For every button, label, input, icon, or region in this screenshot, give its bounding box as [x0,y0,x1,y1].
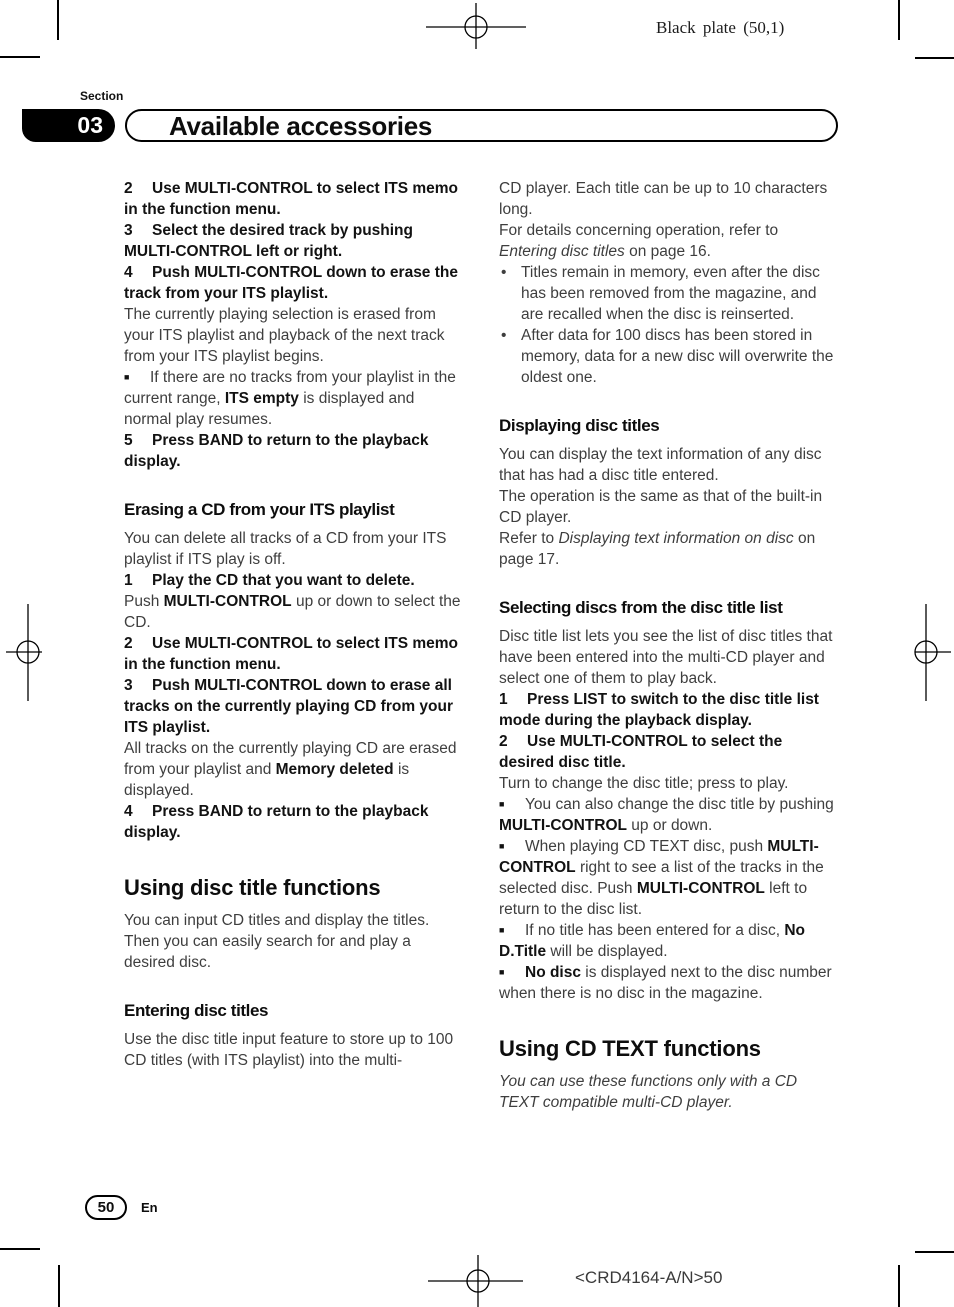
step-number: 4 [124,264,133,281]
step-number: 5 [124,432,133,449]
crop-mark [58,1265,60,1307]
step-number: 2 [499,733,508,750]
body-paragraph: You can display the text information of any disc that has had a disc title entered. [499,446,822,484]
section-heading: Using CD TEXT functions [499,1036,761,1061]
section-number-badge: 03 [22,109,115,142]
crop-mark [898,0,900,40]
step-number: 1 [499,691,508,708]
crop-mark [915,57,954,59]
registration-mark-icon [6,604,50,701]
note-marker-icon: ■ [499,967,505,977]
step-number: 4 [124,803,133,820]
plate-label: Black plate (50,1) [656,18,785,37]
subsection-heading: Displaying disc titles [499,416,660,435]
body-paragraph: You can use these functions only with a CD TEXT compatible multi-CD player. [499,1073,798,1111]
subsection-heading: Erasing a CD from your ITS playlist [124,500,395,519]
registration-mark-icon [903,604,951,701]
section-heading: Using disc title functions [124,875,381,900]
step-instruction: 3 Select the desired track by pushing MULTI-CONTROL left or right. [124,222,413,260]
crop-mark [898,1265,900,1307]
note-item: ■ No disc is displayed next to the disc number when there is no disc in the magazine. [499,964,832,1002]
body-paragraph: Push MULTI-CONTROL up or down to select the CD. [124,593,461,631]
body-paragraph: CD player. Each title can be up to 10 characters long. [499,180,828,218]
registration-mark-icon [428,1255,528,1307]
note-marker-icon: ■ [499,925,505,935]
page-title: Available accessories [169,111,433,141]
body-paragraph: Refer to Displaying text information on disc on page 17. [499,530,816,568]
body-paragraph: For details concerning operation, refer to Entering disc titles on page 16. [499,222,779,260]
step-number: 3 [124,677,133,694]
step-number: 2 [124,180,133,197]
body-paragraph: Turn to change the disc title; press to play. [499,775,789,792]
step-instruction: 1 Press LIST to switch to the disc title list mode during the playback display. [499,691,819,729]
body-paragraph: All tracks on the currently playing CD are erased from your playlist and Memory deleted is displayed. [124,740,457,799]
registration-mark-icon [426,3,526,53]
subsection-heading: Entering disc titles [124,1001,269,1020]
step-instruction: 2 Use MULTI-CONTROL to select ITS memo in the function menu. [124,635,459,673]
body-paragraph: You can input CD titles and display the titles. Then you can easily search for and play a desired disc. [124,912,430,971]
note-item: ■ When playing CD TEXT disc, push MULTI-CONTROL right to see a list of the tracks in the selected disc. Push MULTI-CONTROL left to return to the disc list. [499,838,824,918]
body-paragraph: You can delete all tracks of a CD from your ITS playlist if ITS play is off. [124,530,447,568]
body-paragraph: Disc title list lets you see the list of disc titles that have been entered into the multi-CD player and select one of them to play back. [499,628,833,687]
footer-plate-code: <CRD4164-A/N>50 [575,1268,723,1287]
note-item: ■ If no title has been entered for a disc, No D.Title will be displayed. [499,922,806,960]
note-marker-icon: ■ [499,799,505,809]
step-instruction: 3 Push MULTI-CONTROL down to erase all tracks on the currently playing CD from your ITS playlist. [124,677,454,736]
step-instruction: 5 Press BAND to return to the playback display. [124,432,429,470]
section-title-box [125,109,838,142]
subsection-heading: Selecting discs from the disc title list [499,598,783,617]
note-marker-icon: ■ [124,372,130,382]
section-label: Section [80,89,124,103]
language-label: En [141,1200,158,1215]
bullet-item: • After data for 100 discs has been stored in memory, data for a new disc will overwrite the oldest one. [501,327,834,386]
crop-mark [915,1251,954,1253]
step-instruction: 1 Play the CD that you want to delete. [124,572,415,589]
bullet-item: • Titles remain in memory, even after the disc has been removed from the magazine, and are recalled when the disc is reinserted. [501,264,820,323]
bullet-marker-icon: • [501,327,507,344]
step-number: 3 [124,222,133,239]
bullet-marker-icon: • [501,264,507,281]
note-marker-icon: ■ [499,841,505,851]
page-number-badge: 50 [85,1195,127,1220]
step-instruction: 2 Use MULTI-CONTROL to select ITS memo in the function menu. [124,180,459,218]
crop-mark [0,1248,40,1250]
note-item: ■ You can also change the disc title by pushing MULTI-CONTROL up or down. [499,796,834,834]
crop-mark [57,0,59,40]
body-paragraph: Use the disc title input feature to store up to 100 CD titles (with ITS playlist) into the multi- [124,1031,454,1069]
body-paragraph: The operation is the same as that of the built-in CD player. [499,488,823,526]
note-item: ■ If there are no tracks from your playlist in the current range, ITS empty is displayed and normal play resumes. [124,369,456,428]
body-paragraph: The currently playing selection is erased from your ITS playlist and playback of the next track from your ITS playlist begins. [124,306,445,365]
step-instruction: 4 Push MULTI-CONTROL down to erase the track from your ITS playlist. [124,264,458,302]
step-number: 1 [124,572,133,589]
column-right [499,178,837,1113]
crop-mark [0,56,40,58]
column-left [124,178,462,1071]
step-instruction: 2 Use MULTI-CONTROL to select the desired disc title. [499,733,783,771]
step-instruction: 4 Press BAND to return to the playback display. [124,803,429,841]
step-number: 2 [124,635,133,652]
